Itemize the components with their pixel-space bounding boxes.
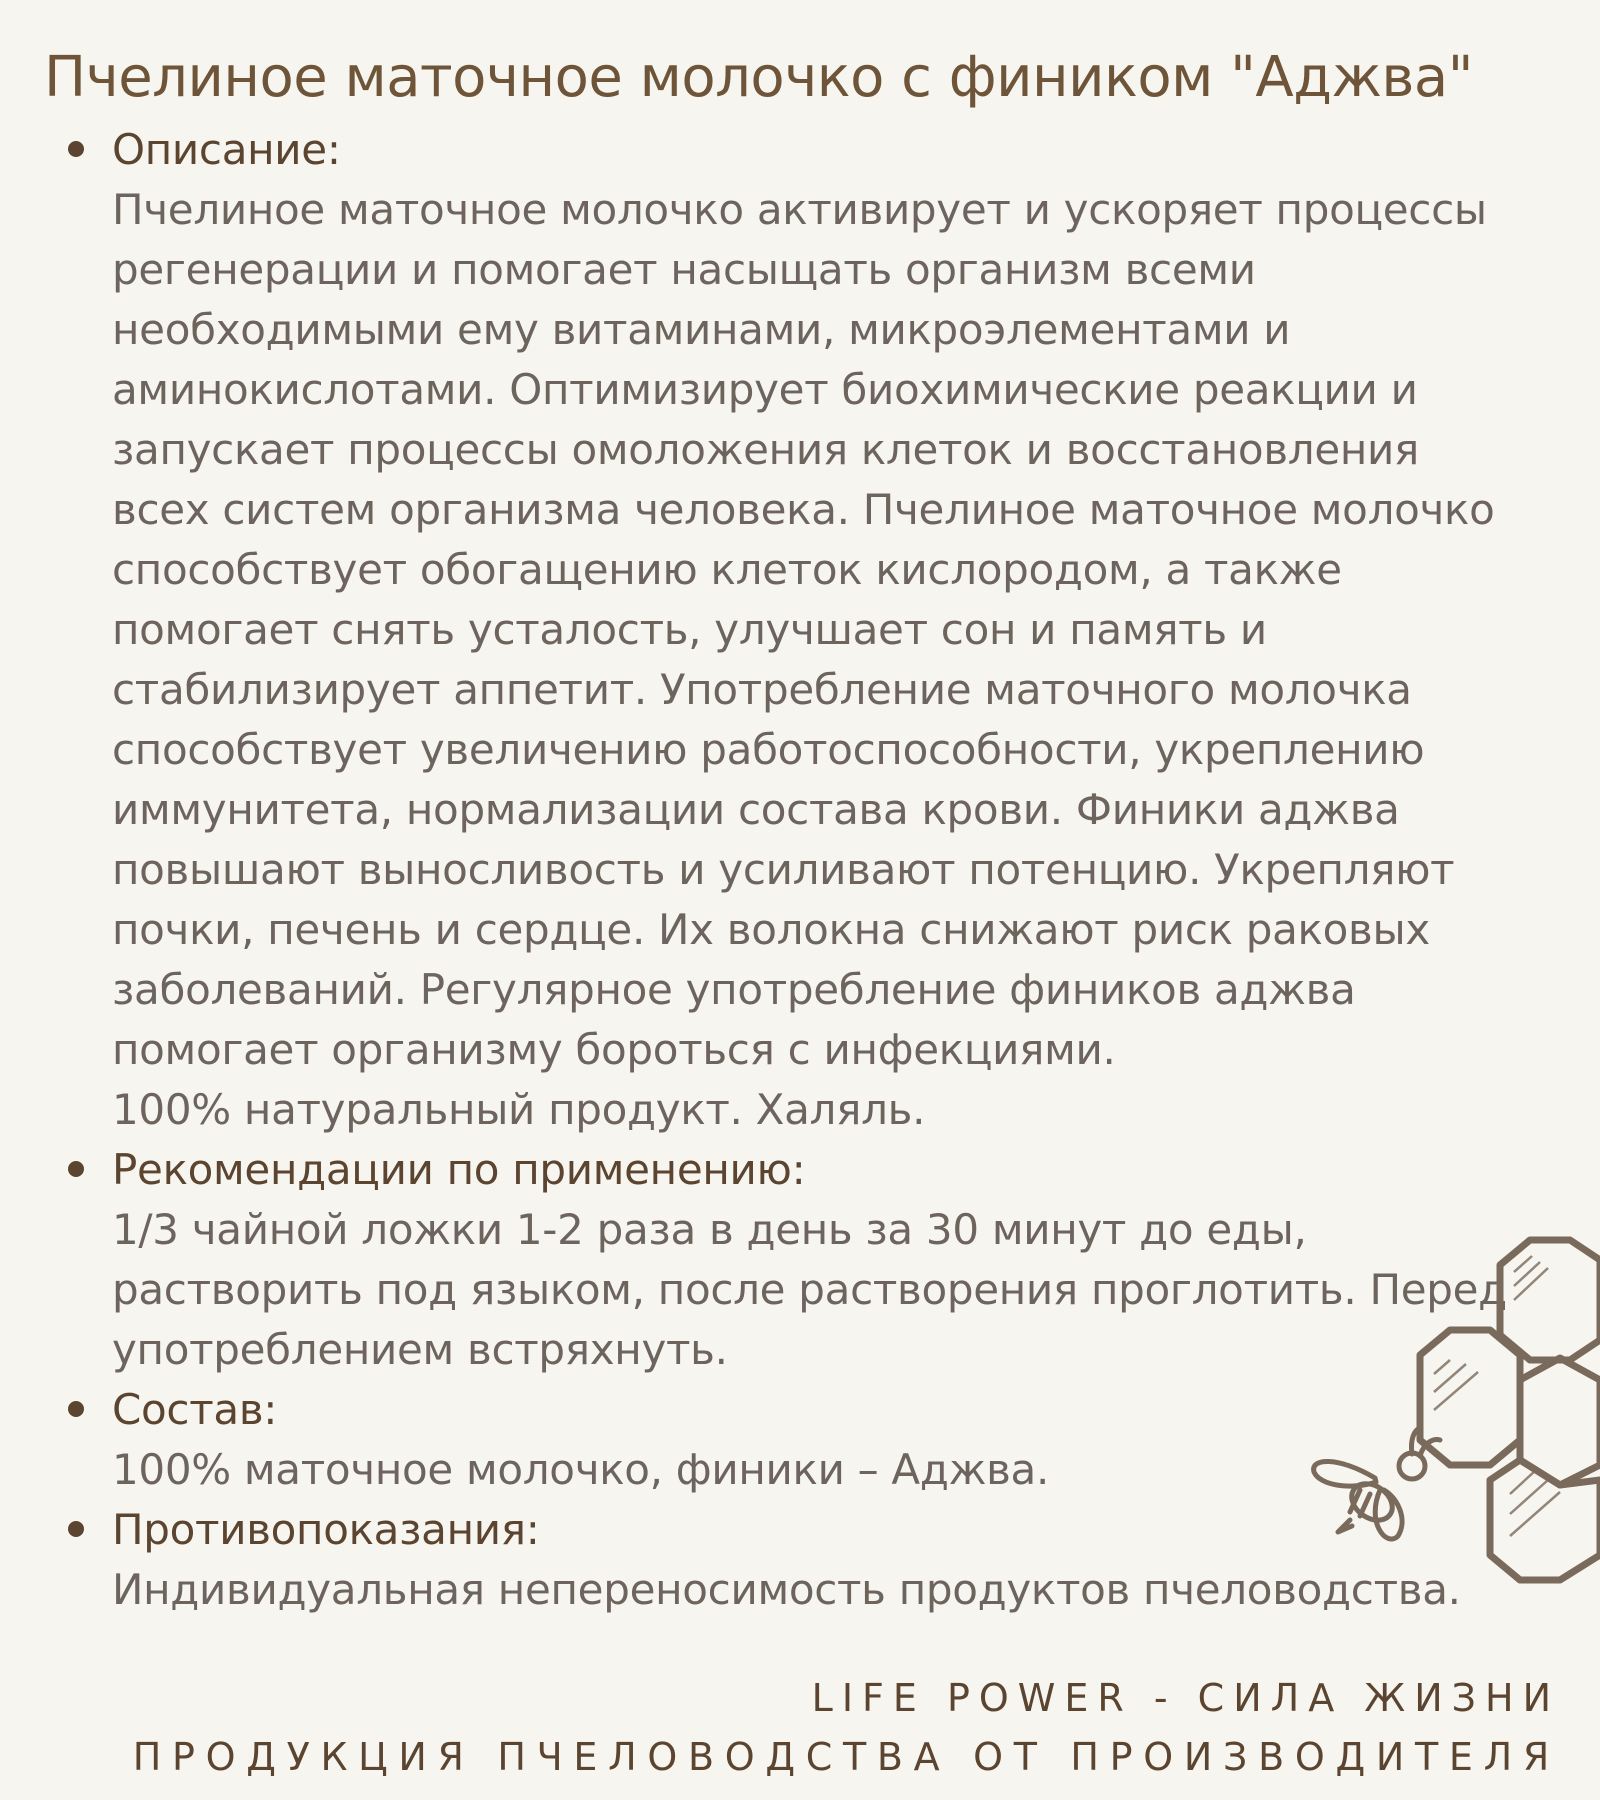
section-heading: Состав: <box>112 1385 278 1434</box>
bullet-icon <box>68 1161 84 1177</box>
text-line: иммунитета, нормализации состава крови. Финики аджва <box>112 785 1400 834</box>
text-line: 1/3 чайной ложки 1-2 раза в день за 30 минут до еды, <box>112 1205 1307 1254</box>
text-line: способствует увеличению работоспособности, укреплению <box>112 725 1425 774</box>
text-line: употреблением встряхнуть. <box>112 1325 728 1374</box>
section-heading: Рекомендации по применению: <box>112 1145 806 1194</box>
section-heading: Противопоказания: <box>112 1505 540 1554</box>
text-line: растворить под языком, после растворения проглотить. Перед <box>112 1265 1507 1314</box>
brand-tagline: LIFE POWER - СИЛА ЖИЗНИ <box>811 1676 1560 1720</box>
page-title: Пчелиное маточное молочко с фиником "Аджва" <box>44 45 1473 110</box>
text-line: необходимыми ему витаминами, микроэлементами и <box>112 305 1291 354</box>
text-line: способствует обогащению клеток кислородом, а также <box>112 545 1342 594</box>
bullet-icon <box>68 141 84 157</box>
text-line: аминокислотами. Оптимизирует биохимические реакции и <box>112 365 1418 414</box>
text-line: регенерации и помогает насыщать организм всеми <box>112 245 1256 294</box>
text-line: 100% натуральный продукт. Халяль. <box>112 1085 926 1134</box>
brand-subtitle: ПРОДУКЦИЯ ПЧЕЛОВОДСТВА ОТ ПРОИЗВОДИТЕЛЯ <box>132 1735 1560 1779</box>
text-line: Индивидуальная непереносимость продуктов пчеловодства. <box>112 1565 1461 1614</box>
bullet-icon <box>68 1521 84 1537</box>
text-line: повышают выносливость и усиливают потенцию. Укрепляют <box>112 845 1455 894</box>
text-line: помогает снять усталость, улучшает сон и память и <box>112 605 1267 654</box>
text-line: стабилизирует аппетит. Употребление маточного молочка <box>112 665 1412 714</box>
text-line: запускает процессы омоложения клеток и восстановления <box>112 425 1419 474</box>
text-line: всех систем организма человека. Пчелиное маточное молочко <box>112 485 1495 534</box>
text-line: заболеваний. Регулярное употребление фиников аджва <box>112 965 1356 1014</box>
text-line: почки, печень и сердце. Их волокна снижают риск раковых <box>112 905 1430 954</box>
section-heading: Описание: <box>112 125 341 174</box>
bullet-icon <box>68 1401 84 1417</box>
section-body <box>112 180 1582 1140</box>
honeycomb-bee-illustration <box>1300 1220 1600 1600</box>
text-line: Пчелиное маточное молочко активирует и ускоряет процессы <box>112 185 1487 234</box>
honeycomb-icon <box>1420 1240 1600 1580</box>
text-line: 100% маточное молочко, финики – Аджва. <box>112 1445 1050 1494</box>
text-line: помогает организму бороться с инфекциями. <box>112 1025 1116 1074</box>
section-description <box>62 120 1582 1140</box>
